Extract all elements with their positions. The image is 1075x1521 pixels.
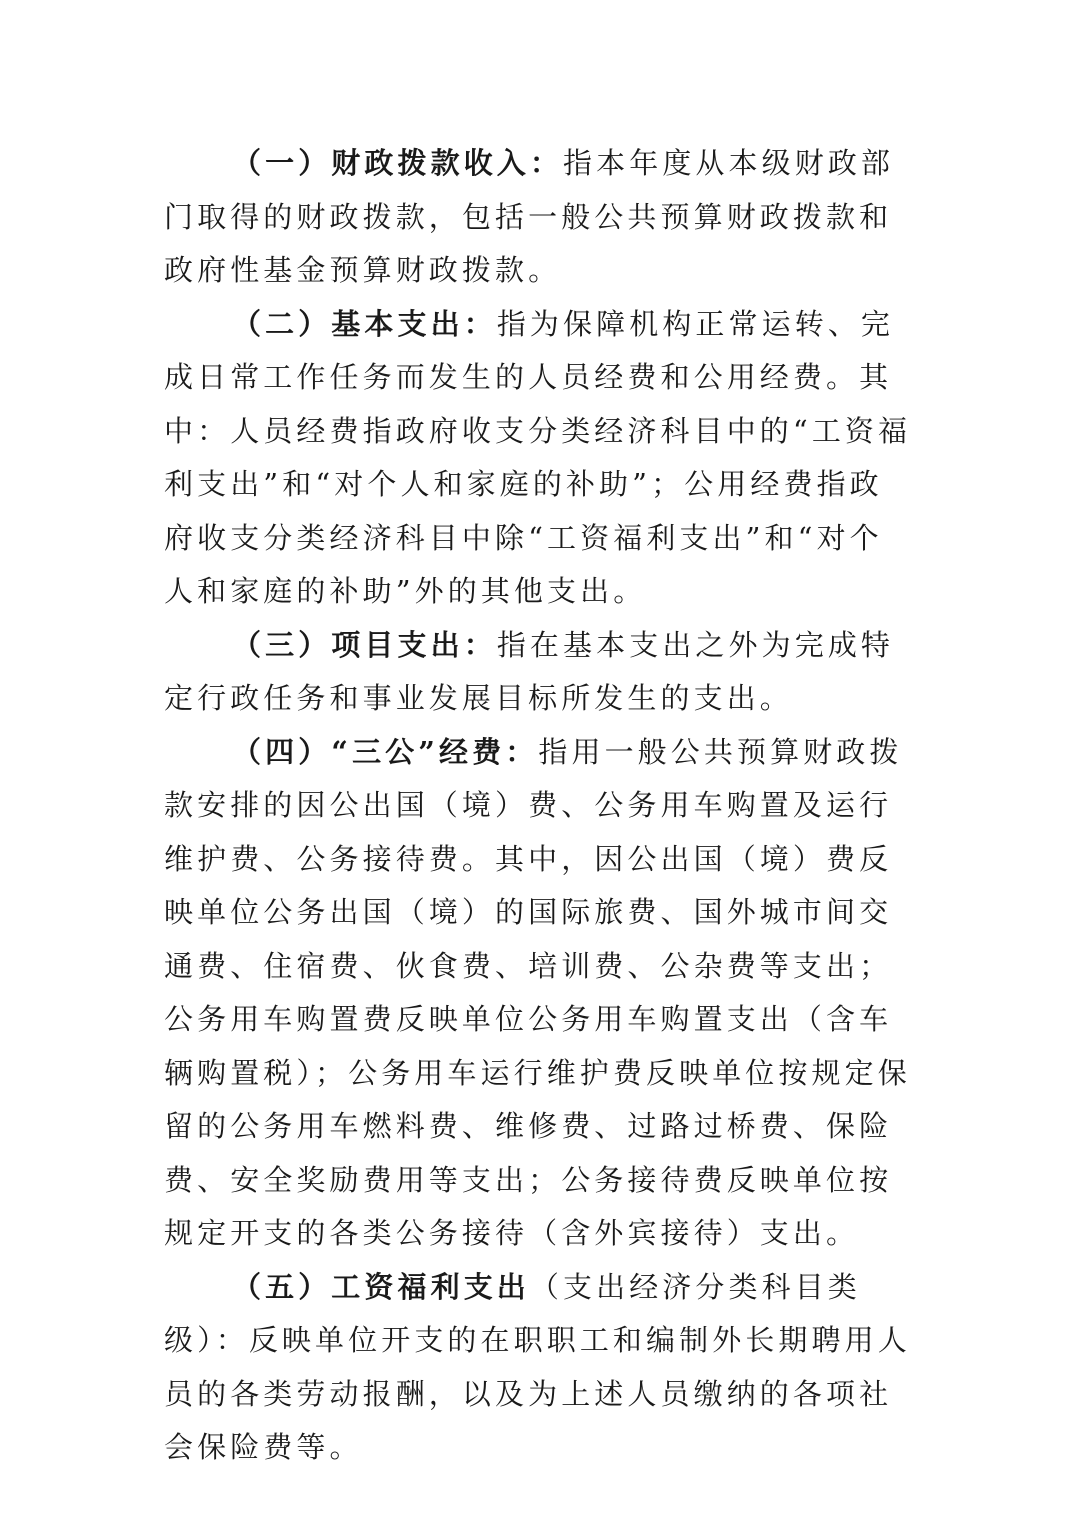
definition-project-expenditure: 指在基本支出之外为完成特定行政任务和事业发展目标所发生的支出。 — [164, 627, 895, 715]
definition-three-public-expenses: 指用一般公共预算财政拨款安排的因公出国（境）费、公务用车购置及运行维护费、公务接待费。其中，因公出国（境）费反映单位公务出国（境）的国际旅费、国外城市间交通费、住宿费、伙食费、培训费、公杂费等支出；公务用车购置费反映单位公务用车购置支出（含车辆购置税）；公务用车运行维护费反映单位按规定保留的公务用车燃料费、维修费、过路过桥费、保险费、安全奖励费用等支出；公务接待费反映单位按规定开支的各类公务接待（含外宾接待）支出。 — [164, 734, 911, 1250]
term-wage-welfare-expenditure: （五）工资福利支出 — [232, 1269, 530, 1304]
definition-basic-expenditure: 指为保障机构正常运转、完成日常工作任务而发生的人员经费和公用经费。其中：人员经费指政府收支分类经济科目中的“工资福利支出”和“对个人和家庭的补助”；公用经费指政府收支分类经济科目中除“工资福利支出”和“对个人和家庭的补助”外的其他支出。 — [164, 306, 912, 608]
paragraph-wage-welfare-expenditure — [164, 1261, 912, 1475]
term-fiscal-appropriation-income: （一）财政拨款收入： — [232, 146, 564, 180]
paragraph-basic-expenditure — [164, 298, 912, 619]
definition-wage-welfare-expenditure: 反映单位开支的在职职工和编制外长期聘用人员的各类劳动报酬，以及为上述人员缴纳的各项社会保险费等。 — [164, 1323, 911, 1464]
document-body — [164, 137, 912, 1475]
term-basic-expenditure: （二）基本支出： — [232, 306, 497, 341]
definition-fiscal-appropriation-income: 指本年度从本级财政部门取得的财政拨款，包括一般公共预算财政拨款和政府性基金预算财政拨款。 — [164, 146, 895, 287]
term-note-wage-welfare-expenditure: （支出经济分类科目类级）： — [164, 1269, 861, 1357]
paragraph-fiscal-appropriation-income — [164, 137, 912, 298]
term-project-expenditure: （三）项目支出： — [232, 627, 497, 662]
term-three-public-expenses: （四）“三公”经费： — [232, 734, 539, 769]
paragraph-three-public-expenses — [164, 726, 912, 1261]
paragraph-project-expenditure — [164, 619, 912, 726]
